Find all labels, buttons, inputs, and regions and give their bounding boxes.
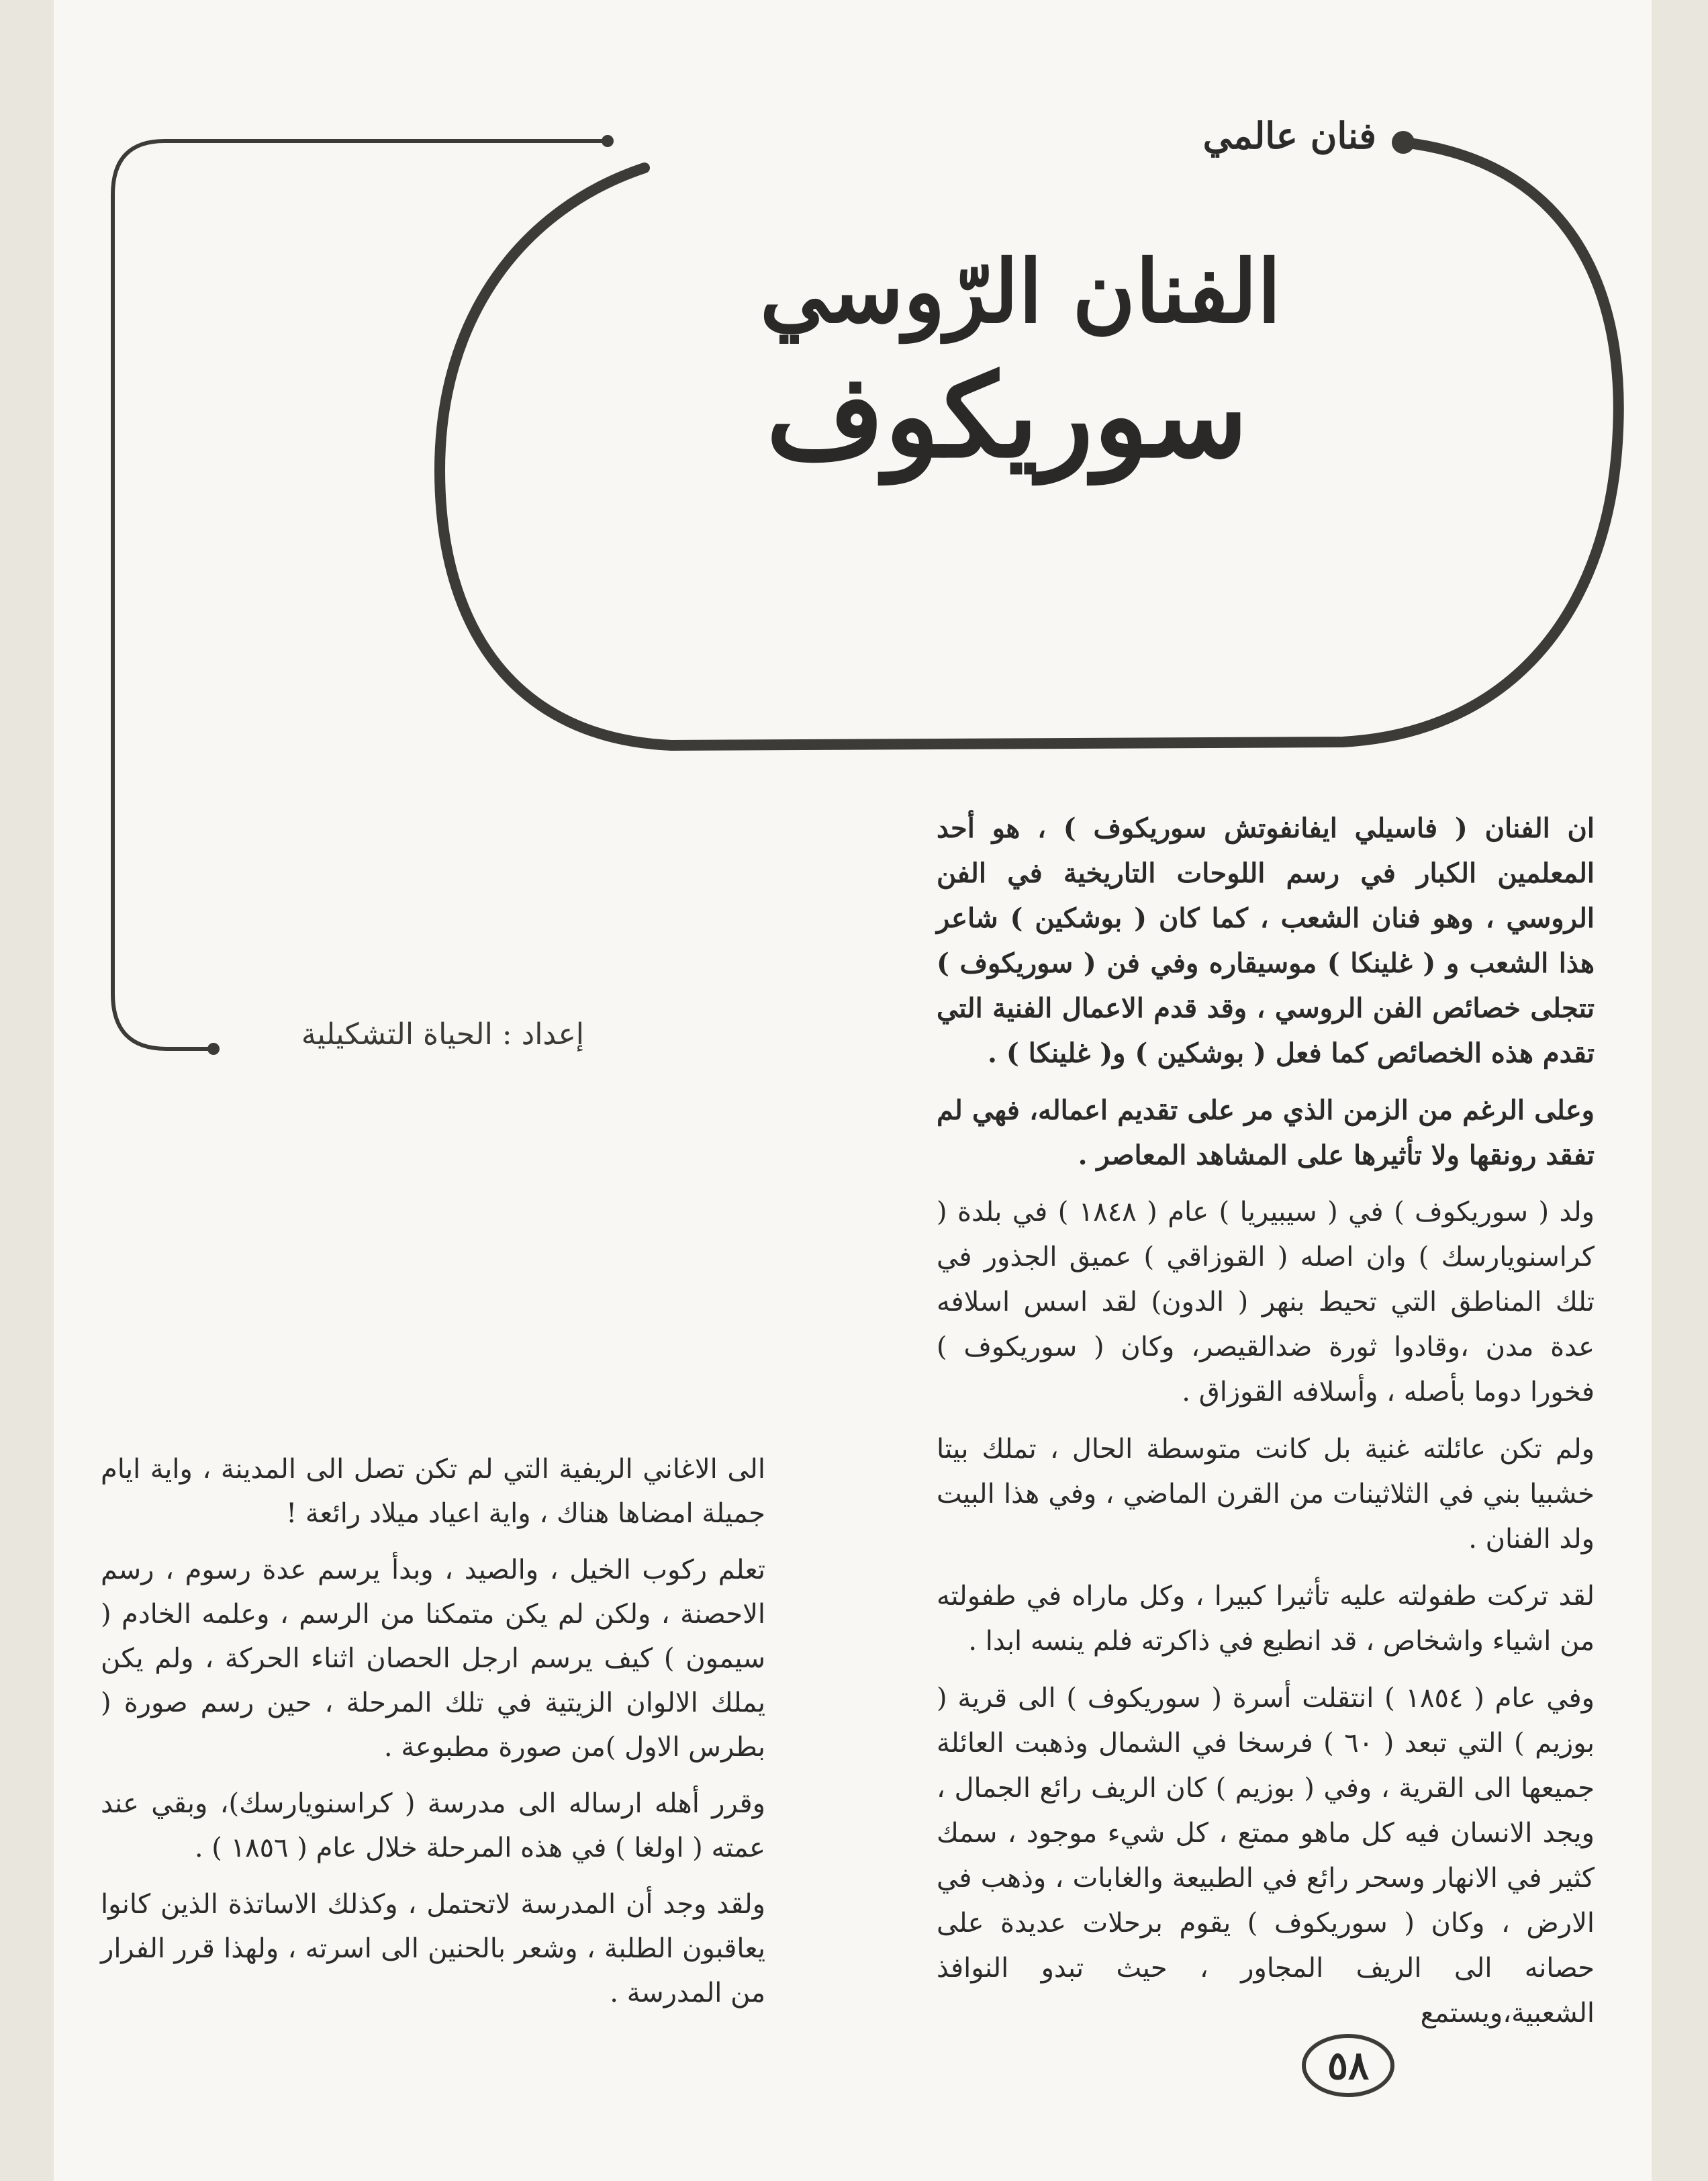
- body-paragraph: وقرر أهله ارساله الى مدرسة ( كراسنويارسك)، وبقي عند عمته ( اولغا ) في هذه المرحلة خلال عام ( ١٨٥٦ ) .: [101, 1788, 765, 1863]
- page-number: ٥٨: [1327, 2043, 1370, 2088]
- article-title-line2: سوريكوف: [766, 349, 1248, 483]
- body-paragraph: ولم تكن عائلته غنية بل كانت متوسطة الحال ، تملك بيتا خشبيا بني في الثلاثينات من القرن الماضي ، وفي هذا البيت ولد الفنان .: [937, 1434, 1595, 1554]
- body-paragraph: الى الاغاني الريفية التي لم تكن تصل الى المدينة ، واية ايام جميلة امضاها هناك ، واية اعياد ميلاد رائعة !: [101, 1454, 765, 1529]
- lead-paragraph: ان الفنان ( فاسيلي ايفانفوتش سوريكوف ) ، هو أحد المعلمين الكبار في رسم اللوحات التاريخية في الفن الروسي ، وهو فنان الشعب ، كما كان ( بوشكين ) شاعر هذا الشعب و ( غلينكا ) موسيقاره وفي فن ( سوريكوف ) تتجلى خصائص الفن الروسي ، وقد قدم الاعمال الفنية التي تقدم هذه الخصائص كما فعل ( بوشكين ) و( غلينكا ) .: [937, 813, 1595, 1069]
- article-column-left: [101, 1447, 765, 2027]
- article-title-line1: الفنان الرّوسي: [759, 242, 1282, 342]
- article-credit: إعداد : الحياة التشكيلية: [301, 1017, 584, 1052]
- body-paragraph: تعلم ركوب الخيل ، والصيد ، وبدأ يرسم عدة رسوم ، رسم الاحصنة ، ولكن لم يكن متمكنا من الرسم ، وعلمه الخادم ( سيمون ) كيف يرسم ارجل الحصان اثناء الحركة ، ولم يكن يملك الالوان الزيتية في تلك المرحلة ، حين رسم صورة ( بطرس الاول )من صورة مطبوعة .: [101, 1554, 765, 1763]
- article-column-right: [937, 806, 1595, 2048]
- lead-paragraph-2: وعلى الرغم من الزمن الذي مر على تقديم اعماله، فهي لم تفقد رونقها ولا تأثيرها على المشاهد المعاصر .: [937, 1095, 1595, 1171]
- body-paragraph: وفي عام ( ١٨٥٤ ) انتقلت أسرة ( سوريكوف ) الى قرية ( بوزيم ) التي تبعد ( ٦٠ ) فرسخا في الشمال وذهبت العائلة جميعها الى القرية ، وفي ( بوزيم ) كان الريف رائع الجمال ، ويجد الانسان فيه كل ماهو ممتع ، كل شيء موجود ، سمك كثير في الانهار وسحر رائع في الطبيعة والغابات ، وذهب في الارض ، وكان ( سوريكوف ) يقوم برحلات عديدة على حصانه الى الريف المجاور ، حيث تبدو النوافذ الشعبية،ويستمع: [937, 1683, 1595, 2029]
- section-label: فنان عالمي: [1202, 114, 1376, 157]
- body-paragraph: ولد ( سوريكوف ) في ( سيبيريا ) عام ( ١٨٤٨ ) في بلدة ( كراسنويارسك ) وان اصله ( القوزاقي ) عميق الجذور في تلك المناطق التي تحيط بنهر ( الدون) لقد اسس اسلافه عدة مدن ،وقادوا ثورة ضدالقيصر، وكان ( سوريكوف ) فخورا دوما بأصله ، وأسلافه القوزاق .: [937, 1197, 1595, 1407]
- body-paragraph: لقد تركت طفولته عليه تأثيرا كبيرا ، وكل ماراه في طفولته من اشياء واشخاص ، قد انطبع في ذاكرته فلم ينسه ابدا .: [937, 1581, 1595, 1657]
- body-paragraph: ولقد وجد أن المدرسة لاتحتمل ، وكذلك الاساتذة الذين كانوا يعاقبون الطلبة ، وشعر بالحنين الى اسرته ، ولهذا قرر الفرار من المدرسة .: [101, 1889, 765, 2008]
